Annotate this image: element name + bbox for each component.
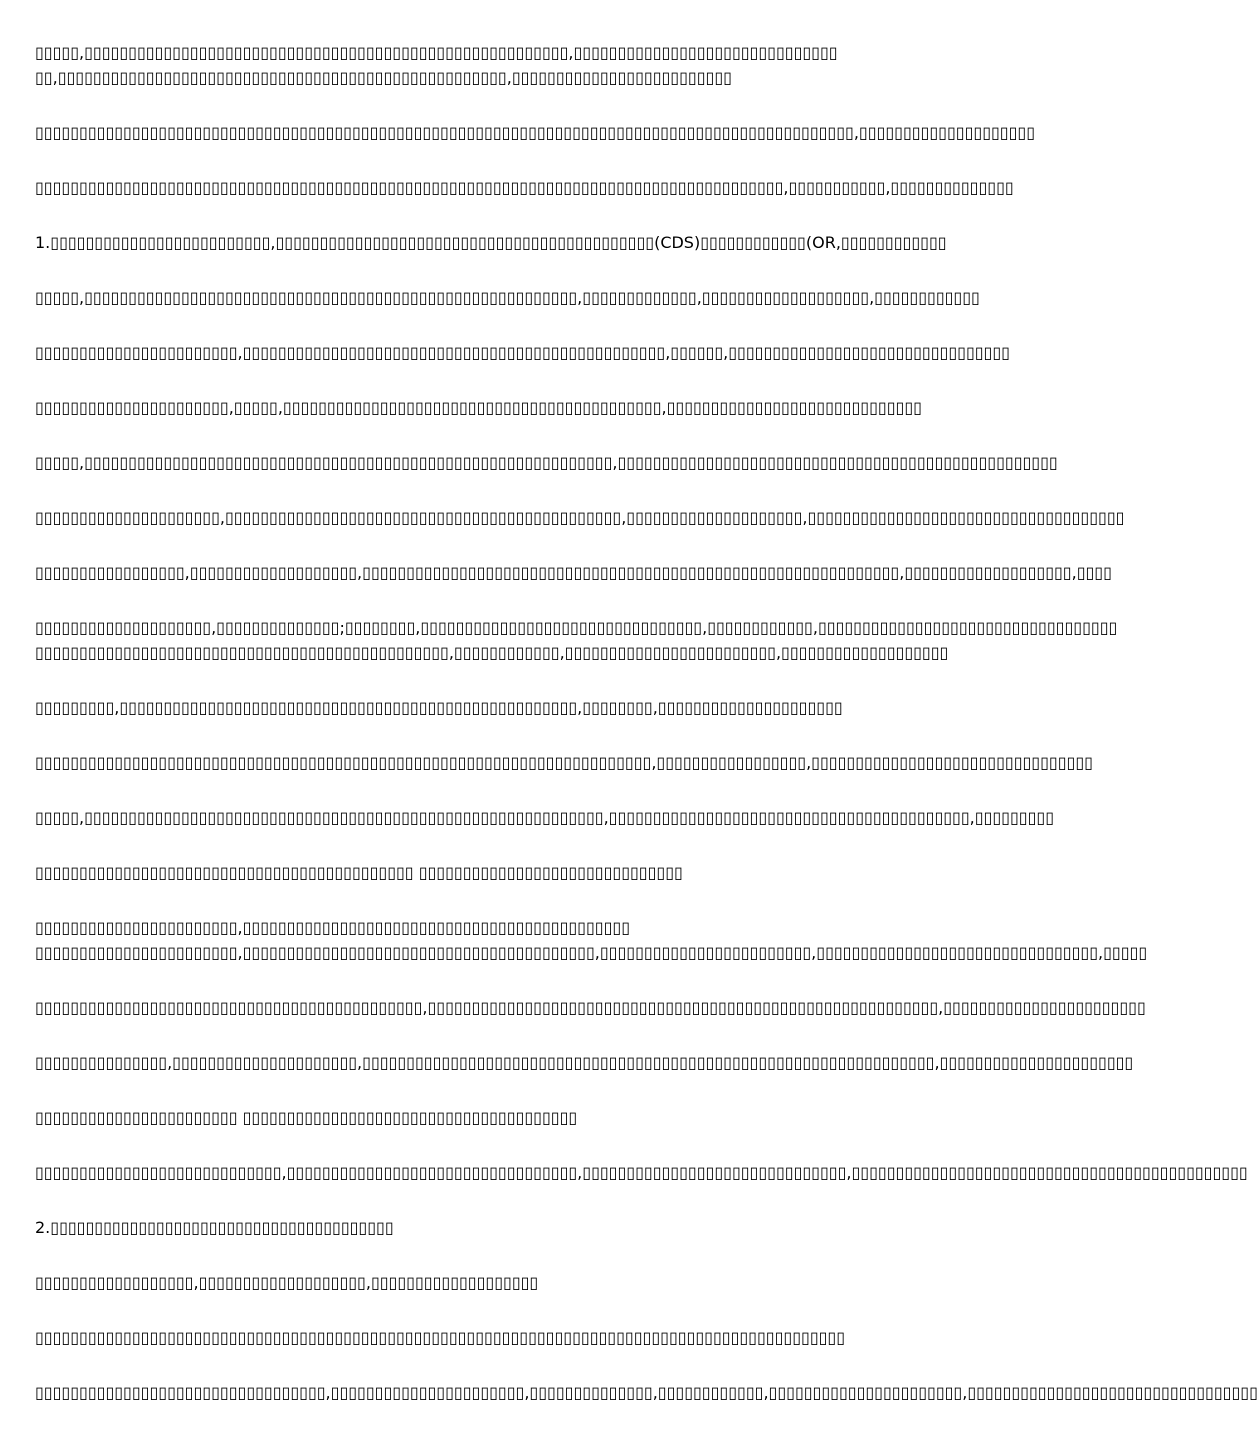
paragraph-line: ▯▯▯▯▯▯▯▯▯▯▯▯▯▯▯▯▯▯▯▯▯▯▯▯▯▯▯▯▯▯▯▯▯▯▯▯▯▯▯▯▯▯▯▯▯▯▯▯▯▯▯▯▯▯▯▯▯▯▯▯▯▯▯▯▯▯▯▯▯▯▯▯▯▯▯▯▯▯▯▯▯▯▯▯▯,▯▯▯▯▯▯▯▯▯▯▯,▯▯▯▯▯▯▯▯▯▯▯▯▯▯ [35,178,1014,197]
section-heading-1 [35,230,989,255]
paragraph-line: ▯▯▯▯▯▯▯▯▯,▯▯▯▯▯▯▯▯▯▯▯▯▯▯▯▯▯▯▯▯▯▯▯▯▯▯▯▯▯▯▯▯▯▯▯▯▯▯▯▯▯▯▯▯▯▯▯▯▯▯▯▯,▯▯▯▯▯▯▯▯,▯▯▯▯▯▯▯▯▯▯▯▯▯▯▯▯▯▯▯▯▯ [35,698,843,717]
paragraph-22 [35,1270,989,1295]
paragraph-line: ▯▯▯▯▯▯▯▯▯▯▯▯▯▯▯▯▯▯▯▯▯,▯▯▯▯▯▯▯▯▯▯▯▯▯▯▯▯▯▯▯▯▯▯▯▯▯▯▯▯▯▯▯▯▯▯▯▯▯▯▯▯▯▯▯▯▯,▯▯▯▯▯▯▯▯▯▯▯▯▯▯▯▯▯▯▯▯,▯▯▯▯▯▯▯▯▯▯▯▯▯▯▯▯▯▯▯▯▯▯▯▯▯▯▯▯▯▯▯▯▯▯▯▯ [35,508,1125,527]
paragraph-7 [35,395,989,420]
paragraph-3 [35,175,1014,200]
paragraph-19 [35,1105,989,1130]
paragraph-line: ▯▯▯▯▯,▯▯▯▯▯▯▯▯▯▯▯▯▯▯▯▯▯▯▯▯▯▯▯▯▯▯▯▯▯▯▯▯▯▯▯▯▯▯▯▯▯▯▯▯▯▯▯▯▯▯▯▯▯▯▯▯▯▯▯▯,▯▯▯▯▯▯▯▯▯▯▯▯▯▯▯▯▯▯▯▯▯▯▯▯▯▯▯▯▯▯▯▯▯▯▯▯▯▯▯▯▯▯▯▯▯▯▯▯▯▯ [35,453,1058,472]
paragraph-1 [35,40,989,90]
paragraph-line: ▯▯▯▯▯▯▯▯▯▯▯▯▯▯▯▯▯▯▯▯▯▯▯▯▯▯▯▯▯▯▯▯▯▯▯▯▯▯▯▯▯▯▯▯,▯▯▯▯▯▯▯▯▯▯▯▯▯▯▯▯▯▯▯▯▯▯▯▯▯▯▯▯▯▯▯▯▯▯▯▯▯▯▯▯▯▯▯▯▯▯▯▯▯▯▯▯▯▯▯▯▯▯,▯▯▯▯▯▯▯▯▯▯▯▯▯▯▯▯▯▯▯▯▯▯▯ [35,998,1146,1017]
paragraph-16 [35,915,1148,965]
paragraph-2 [35,120,1036,145]
paragraph-line: ▯▯▯▯▯▯▯▯▯▯▯▯▯▯▯▯▯▯▯▯▯▯▯▯▯▯▯▯▯▯▯▯▯▯▯▯▯▯▯▯▯▯▯▯▯▯▯▯▯▯▯▯▯▯▯▯▯▯▯▯▯▯▯▯▯▯▯▯▯▯▯▯▯▯▯▯▯▯▯▯▯▯▯▯▯▯▯▯▯▯▯▯▯,▯▯▯▯▯▯▯▯▯▯▯▯▯▯▯▯▯▯▯▯ [35,123,1036,142]
paragraph-15 [35,860,989,885]
paragraph-14 [35,805,1054,830]
paragraph-line: ▯▯▯▯▯▯▯▯▯▯▯▯▯▯▯,▯▯▯▯▯▯▯▯▯▯▯▯▯▯▯▯▯▯▯▯▯,▯▯▯▯▯▯▯▯▯▯▯▯▯▯▯▯▯▯▯▯▯▯▯▯▯▯▯▯▯▯▯▯▯▯▯▯▯▯▯▯▯▯▯▯▯▯▯▯▯▯▯▯▯▯▯▯▯▯▯▯▯▯▯▯▯,▯▯▯▯▯▯▯▯▯▯▯▯▯▯▯▯▯▯▯▯▯▯ [35,1053,1134,1072]
paragraph-5 [35,285,989,310]
paragraph-13 [35,750,1093,775]
paragraph-line: ▯▯▯▯▯▯▯▯▯▯▯▯▯▯▯▯▯▯,▯▯▯▯▯▯▯▯▯▯▯▯▯▯▯▯▯▯▯,▯▯▯▯▯▯▯▯▯▯▯▯▯▯▯▯▯▯▯ [35,1273,539,1292]
section-heading-2 [35,1215,989,1240]
paragraph-line: ▯▯▯▯▯,▯▯▯▯▯▯▯▯▯▯▯▯▯▯▯▯▯▯▯▯▯▯▯▯▯▯▯▯▯▯▯▯▯▯▯▯▯▯▯▯▯▯▯▯▯▯▯▯▯▯▯▯▯▯▯▯,▯▯▯▯▯▯▯▯▯▯▯▯▯,▯▯▯▯▯▯▯▯▯▯▯▯▯▯▯▯▯▯▯,▯▯▯▯▯▯▯▯▯▯▯▯ [35,288,980,307]
paragraph-line: ▯▯▯▯▯▯▯▯▯▯▯▯▯▯▯▯▯▯▯▯▯▯▯▯▯▯▯▯,▯▯▯▯▯▯▯▯▯▯▯▯▯▯▯▯▯▯▯▯▯▯▯▯▯▯▯▯▯▯▯▯▯,▯▯▯▯▯▯▯▯▯▯▯▯▯▯▯▯▯▯▯▯▯▯▯▯▯▯▯▯▯▯,▯▯▯▯▯▯▯▯▯▯▯▯▯▯▯▯▯▯▯▯▯▯▯▯▯▯▯▯▯▯▯▯▯▯▯▯▯▯▯▯▯▯▯▯▯ [35,1163,1248,1182]
paragraph-line: ▯▯▯▯▯▯▯▯▯▯▯▯▯▯▯▯▯▯▯▯▯▯▯,▯▯▯▯▯▯▯▯▯▯▯▯▯▯▯▯▯▯▯▯▯▯▯▯▯▯▯▯▯▯▯▯▯▯▯▯▯▯▯▯▯▯▯▯▯▯▯▯,▯▯▯▯▯▯,▯▯▯▯▯▯▯▯▯▯▯▯▯▯▯▯▯▯▯▯▯▯▯▯▯▯▯▯▯▯▯▯ [35,343,1010,362]
paragraph-line: ▯▯▯▯▯▯▯▯▯▯▯▯▯▯▯▯▯▯▯▯▯▯,▯▯▯▯▯,▯▯▯▯▯▯▯▯▯▯▯▯▯▯▯▯▯▯▯▯▯▯▯▯▯▯▯▯▯▯▯▯▯▯▯▯▯▯▯▯▯▯▯,▯▯▯▯▯▯▯▯▯▯▯▯▯▯▯▯▯▯▯▯▯▯▯▯▯▯▯▯▯ [35,398,922,417]
paragraph-11 [35,615,1118,665]
paragraph-line: 2.▯▯▯▯▯▯▯▯▯▯▯▯▯▯▯▯▯▯▯▯▯▯▯▯▯▯▯▯▯▯▯▯▯▯▯▯▯▯▯ [35,1218,394,1237]
paragraph-20 [35,1160,1248,1185]
paragraph-6 [35,340,1010,365]
paragraph-line: ▯▯▯▯▯▯▯▯▯▯▯▯▯▯▯▯▯▯▯▯▯▯▯▯▯▯▯▯▯▯▯▯▯▯▯▯▯▯▯▯▯▯▯▯▯▯▯,▯▯▯▯▯▯▯▯▯▯▯▯,▯▯▯▯▯▯▯▯▯▯▯▯▯▯▯▯▯▯▯▯▯▯▯▯,▯▯▯▯▯▯▯▯▯▯▯▯▯▯▯▯▯▯▯ [35,643,949,662]
paragraph-line: ▯▯▯▯▯▯▯▯▯▯▯▯▯▯▯▯▯▯▯▯▯▯▯▯▯▯▯▯▯▯▯▯▯▯▯▯▯▯▯▯▯▯▯ ▯▯▯▯▯▯▯▯▯▯▯▯▯▯▯▯▯▯▯▯▯▯▯▯▯▯▯▯▯▯ [35,863,683,882]
document-body [35,40,1258,1435]
paragraph-line: ▯▯▯▯▯,▯▯▯▯▯▯▯▯▯▯▯▯▯▯▯▯▯▯▯▯▯▯▯▯▯▯▯▯▯▯▯▯▯▯▯▯▯▯▯▯▯▯▯▯▯▯▯▯▯▯▯▯▯▯▯,▯▯▯▯▯▯▯▯▯▯▯▯▯▯▯▯▯▯▯▯▯▯▯▯▯▯▯▯▯▯ [35,43,838,62]
paragraph-line: ▯▯▯▯▯▯▯▯▯▯▯▯▯▯▯▯▯▯▯▯▯▯▯▯▯▯▯▯▯▯▯▯▯▯▯▯▯▯▯▯▯▯▯▯▯▯▯▯▯▯▯▯▯▯▯▯▯▯▯▯▯▯▯▯▯▯▯▯▯▯,▯▯▯▯▯▯▯▯▯▯▯▯▯▯▯▯▯,▯▯▯▯▯▯▯▯▯▯▯▯▯▯▯▯▯▯▯▯▯▯▯▯▯▯▯▯▯▯▯▯ [35,753,1093,772]
paragraph-18 [35,1050,1134,1075]
paragraph-23 [35,1325,989,1350]
paragraph-8 [35,450,1058,475]
paragraph-line: 1.▯▯▯▯▯▯▯▯▯▯▯▯▯▯▯▯▯▯▯▯▯▯▯▯▯,▯▯▯▯▯▯▯▯▯▯▯▯▯▯▯▯▯▯▯▯▯▯▯▯▯▯▯▯▯▯▯▯▯▯▯▯▯▯▯▯▯▯▯(CDS)▯▯▯▯▯▯▯▯▯▯▯▯(OR,▯▯▯▯▯▯▯▯▯▯▯▯ [35,233,947,252]
paragraph-10 [35,560,1112,585]
paragraph-9 [35,505,1125,530]
paragraph-line: ▯▯▯▯▯▯▯▯▯▯▯▯▯▯▯▯▯▯▯▯▯▯▯ ▯▯▯▯▯▯▯▯▯▯▯▯▯▯▯▯▯▯▯▯▯▯▯▯▯▯▯▯▯▯▯▯▯▯▯▯▯▯ [35,1108,578,1127]
paragraph-17 [35,995,1146,1020]
paragraph-line: ▯▯▯▯▯▯▯▯▯▯▯▯▯▯▯▯▯▯▯▯▯▯▯▯▯▯▯▯▯▯▯▯▯,▯▯▯▯▯▯▯▯▯▯▯▯▯▯▯▯▯▯▯▯▯▯,▯▯▯▯▯▯▯▯▯▯▯▯▯▯,▯▯▯▯▯▯▯▯▯▯▯▯,▯▯▯▯▯▯▯▯▯▯▯▯▯▯▯▯▯▯▯▯▯▯,▯▯▯▯▯▯▯▯▯▯▯▯▯▯▯▯▯▯▯▯▯▯▯▯▯▯▯▯▯▯▯▯▯ [35,1383,1258,1402]
paragraph-line: ▯▯▯▯▯▯▯▯▯▯▯▯▯▯▯▯▯▯▯▯▯▯▯▯▯▯▯▯▯▯▯▯▯▯▯▯▯▯▯▯▯▯▯▯▯▯▯▯▯▯▯▯▯▯▯▯▯▯▯▯▯▯▯▯▯▯▯▯▯▯▯▯▯▯▯▯▯▯▯▯▯▯▯▯▯▯▯▯▯▯▯▯ [35,1328,846,1347]
paragraph-12 [35,695,989,720]
paragraph-line: ▯▯,▯▯▯▯▯▯▯▯▯▯▯▯▯▯▯▯▯▯▯▯▯▯▯▯▯▯▯▯▯▯▯▯▯▯▯▯▯▯▯▯▯▯▯▯▯▯▯▯▯▯▯,▯▯▯▯▯▯▯▯▯▯▯▯▯▯▯▯▯▯▯▯▯▯▯▯▯ [35,68,732,87]
paragraph-line: ▯▯▯▯▯,▯▯▯▯▯▯▯▯▯▯▯▯▯▯▯▯▯▯▯▯▯▯▯▯▯▯▯▯▯▯▯▯▯▯▯▯▯▯▯▯▯▯▯▯▯▯▯▯▯▯▯▯▯▯▯▯▯▯▯,▯▯▯▯▯▯▯▯▯▯▯▯▯▯▯▯▯▯▯▯▯▯▯▯▯▯▯▯▯▯▯▯▯▯▯▯▯▯▯▯▯,▯▯▯▯▯▯▯▯▯ [35,808,1054,827]
paragraph-line: ▯▯▯▯▯▯▯▯▯▯▯▯▯▯▯▯▯▯▯▯▯▯▯,▯▯▯▯▯▯▯▯▯▯▯▯▯▯▯▯▯▯▯▯▯▯▯▯▯▯▯▯▯▯▯▯▯▯▯▯▯▯▯▯▯▯▯▯ [35,918,630,937]
paragraph-24 [35,1380,1258,1405]
paragraph-line: ▯▯▯▯▯▯▯▯▯▯▯▯▯▯▯▯▯▯▯▯,▯▯▯▯▯▯▯▯▯▯▯▯▯▯;▯▯▯▯▯▯▯▯,▯▯▯▯▯▯▯▯▯▯▯▯▯▯▯▯▯▯▯▯▯▯▯▯▯▯▯▯▯▯▯▯,▯▯▯▯▯▯▯▯▯▯▯▯,▯▯▯▯▯▯▯▯▯▯▯▯▯▯▯▯▯▯▯▯▯▯▯▯▯▯▯▯▯▯▯▯▯▯ [35,618,1118,637]
paragraph-line: ▯▯▯▯▯▯▯▯▯▯▯▯▯▯▯▯▯,▯▯▯▯▯▯▯▯▯▯▯▯▯▯▯▯▯▯▯,▯▯▯▯▯▯▯▯▯▯▯▯▯▯▯▯▯▯▯▯▯▯▯▯▯▯▯▯▯▯▯▯▯▯▯▯▯▯▯▯▯▯▯▯▯▯▯▯▯▯▯▯▯▯▯▯▯▯▯▯▯,▯▯▯▯▯▯▯▯▯▯▯▯▯▯▯▯▯▯▯,▯▯▯▯ [35,563,1112,582]
paragraph-line: ▯▯▯▯▯▯▯▯▯▯▯▯▯▯▯▯▯▯▯▯▯▯▯,▯▯▯▯▯▯▯▯▯▯▯▯▯▯▯▯▯▯▯▯▯▯▯▯▯▯▯▯▯▯▯▯▯▯▯▯▯▯▯▯,▯▯▯▯▯▯▯▯▯▯▯▯▯▯▯▯▯▯▯▯▯▯▯▯,▯▯▯▯▯▯▯▯▯▯▯▯▯▯▯▯▯▯▯▯▯▯▯▯▯▯▯▯▯▯▯▯,▯▯▯▯▯ [35,943,1148,962]
